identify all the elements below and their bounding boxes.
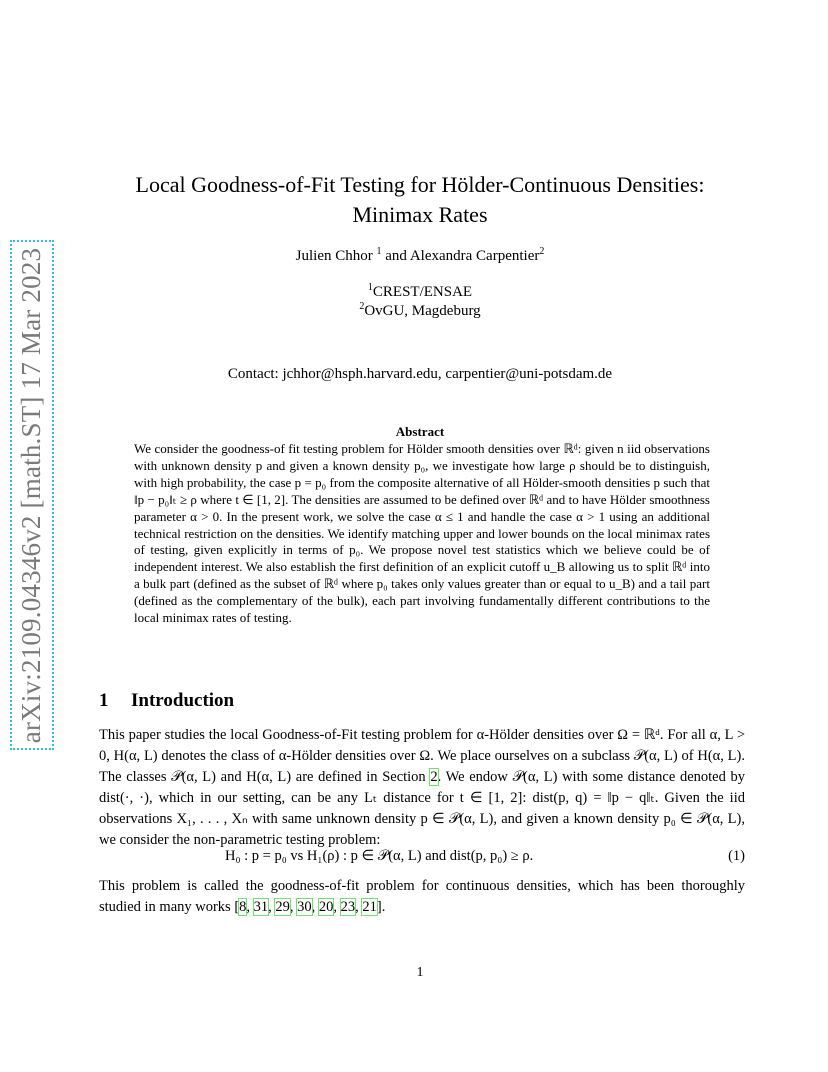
equation-number: (1) bbox=[728, 848, 745, 864]
author-2: Alexandra Carpentier bbox=[409, 248, 540, 264]
intro-paragraph-2-end: ]. bbox=[376, 899, 386, 915]
intro-paragraph-2-start: This problem is called the goodness-of-fit problem for continuous densities, which has been thoroughly studied in many works [ bbox=[99, 878, 745, 915]
page-number: 1 bbox=[416, 965, 424, 980]
intro-paragraph-2: This problem is called the goodness-of-fit problem for continuous densities, which has been thoroughly studied in many works [8, 31, 29, 30, 20, 23, 21]. bbox=[99, 878, 745, 915]
abstract-body: We consider the goodness-of fit testing problem for Hölder smooth densities over ℝᵈ: given n iid observations with unknown density p and given a known density p₀, we investigate how large ρ should be to distinguish, with high probability, the case p = p₀ from the composite alternative of all Hölder-smooth densities p such that ‖p − p₀‖ₜ ≥ ρ where t ∈ [1, 2]. The densities are assumed to be defined over ℝᵈ and to have Hölder smoothness parameter α > 0. In the present work, we solve the case α ≤ 1 and handle the case α > 1 using an additional technical restriction on the densities. We identify matching upper and lower bounds on the local minimax rates of testing, given explicitly in terms of p₀. We propose novel test statistics which we believe could be of independent interest. We also establish the first definition of an explicit cutoff u_B allowing us to split ℝᵈ into a bulk part (defined as the subset of ℝᵈ where p₀ takes only values greater than or equal to u_B) and a tail part (defined as the complementary of the bulk), each part involving fundamentally different contributions to the local minimax rates of testing. bbox=[134, 441, 710, 626]
citation-link[interactable]: 29 bbox=[275, 899, 290, 915]
title-line-1: Local Goodness-of-Fit Testing for Hölder-Continuous Densities: bbox=[135, 172, 705, 197]
arxiv-stamp-link[interactable] bbox=[10, 240, 54, 750]
author-1: Julien Chhor bbox=[295, 248, 373, 264]
citation-link[interactable]: 30 bbox=[297, 899, 312, 915]
section-title: Introduction bbox=[131, 690, 235, 711]
intro-paragraph-1 bbox=[99, 725, 745, 851]
paper-title bbox=[100, 170, 740, 230]
author-conjunction: and bbox=[381, 248, 410, 264]
section-2-reference-link[interactable]: 2 bbox=[430, 769, 438, 785]
equation-body: H₀ : p = p₀ vs H₁(ρ) : p ∈ 𝒫(α, L) and dist(p, p₀) ≥ ρ. bbox=[225, 848, 534, 864]
citation-link[interactable]: 20 bbox=[318, 899, 334, 915]
affiliation-1-mark: 1 bbox=[367, 282, 373, 293]
title-line-2: Minimax Rates bbox=[352, 202, 488, 227]
author-1-affiliation-mark: 1 bbox=[376, 246, 382, 257]
contact-line: Contact: jchhor@hsph.harvard.edu, carpentier@uni-potsdam.de bbox=[227, 366, 613, 382]
affiliation-2-name: OvGU, Magdeburg bbox=[364, 303, 481, 319]
citation-link[interactable]: 21 bbox=[362, 899, 377, 915]
citation-link[interactable]: 31 bbox=[253, 899, 269, 915]
section-number: 1 bbox=[99, 690, 109, 711]
arxiv-stamp-text: arXiv:2109.04346v2 [math.ST] 17 Mar 2023 bbox=[16, 247, 47, 743]
intro-paragraph-1-end: . We endow 𝒫(α, L) with some distance denoted by dist(·, ·), which in our setting, can be any Lₜ distance for t ∈ [1, 2]: dist(p, q) = ‖p − q‖ₜ. Given the iid observations X₁, . . . , Xₙ with same unknown density p ∈ 𝒫(α, L), and given a known density p₀ ∈ 𝒫(α, L), we consider the non-parametric testing problem: bbox=[99, 769, 746, 848]
intro-paragraph-1-start: This paper studies the local Goodness-of-Fit testing problem for α-Hölder densities over Ω = ℝᵈ. For all α, L > 0, H(α, L) denotes the class of α-Hölder densities over Ω. We place ourselves on a subclass 𝒫(α, L) of H(α, L). The classes 𝒫(α, L) and H(α, L) are defined in Section bbox=[99, 727, 745, 785]
affiliation-1-name: CREST/ENSAE bbox=[372, 284, 473, 300]
citation-link[interactable]: 8 bbox=[239, 899, 247, 915]
author-2-affiliation-mark: 2 bbox=[539, 246, 545, 257]
section-heading bbox=[99, 690, 234, 712]
affiliation-2 bbox=[100, 301, 740, 320]
affiliation-1 bbox=[100, 282, 740, 301]
affiliation-2-mark: 2 bbox=[359, 301, 365, 312]
abstract-heading: Abstract bbox=[395, 424, 445, 439]
citation-link[interactable]: 23 bbox=[340, 899, 356, 915]
authors bbox=[100, 246, 740, 265]
